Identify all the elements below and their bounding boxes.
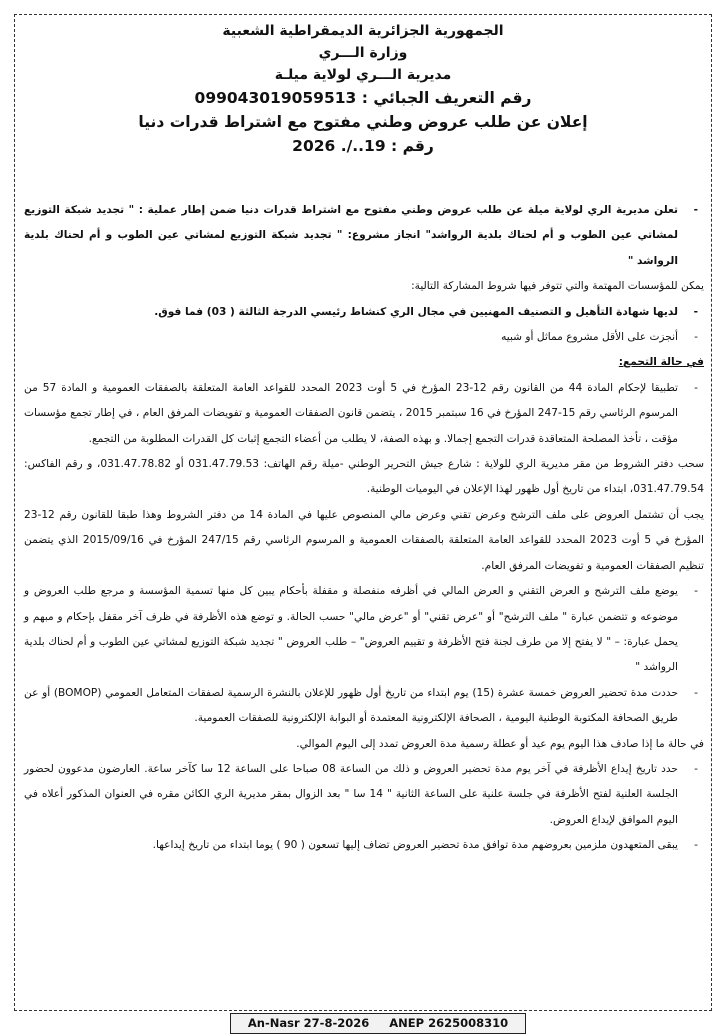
- condition-2: - أنجزت على الأقل مشروع مماثل أو شبيه: [501, 331, 698, 344]
- announcement-title: إعلان عن طلب عروض وطني مفتوح مع اشتراط قدرات دنيا: [138, 113, 588, 131]
- ministry-title: وزارة الـــري: [318, 45, 408, 61]
- document-body: [24, 198, 704, 859]
- offers-paragraph: يجب أن تشتمل العروض على ملف الترشح وعرض تقني وعرض مالي المنصوص عليها في المادة 14 من دفتر الشروط وهذا طبقا للقانون رقم 12-23 المؤرخ في 5 أوت 2023 المحدد للقواعد العامة المتعلقة بالصفقات العمومية و المرسوم الرئاسي رقم 247/15 المؤرخ في 2015/09/16 الذي يتضمن تنظيم الصفقات العمومية و تفويضات المرفق العام.: [24, 508, 704, 572]
- condition-1: - لديها شهادة التأهيل و التصنيف المهنيين في مجال الري كنشاط رئيسي الدرجة الثالثة ( 03) فما فوق.: [154, 305, 698, 318]
- withdraw-paragraph: سحب دفتر الشروط من مقر مديرية الري للولاية : شارع جيش التحرير الوطني -ميلة رقم الهاتف: 031.47.79.53 أو 031.47.78.82، و رقم الفاكس: 031.47.79.54، ابتداء من تاريخ أول ظهور لهذا الإعلان في اليوميات الوطنية.: [24, 458, 704, 496]
- deposit-paragraph: - حدد تاريخ إيداع الأظرفة في آخر يوم مدة تحضير العروض و ذلك من الساعة 08 صباحا على الساعة 12 سا كآخر ساعة. العارضون مدعوون لحضور الجلسة العلنية لفتح الأظرفة في جلسة علنية على الساعة الثانية " 14 سا " بعد الزوال بمقر مديرية الري الكائن مقره في العنوان المذكور أعلاه في اليوم الموافق لإيداع العروض.: [24, 762, 698, 826]
- publication-footer: [230, 1013, 526, 1034]
- document-header: [0, 20, 726, 158]
- newspaper-reference: An-Nasr 27-8-2026: [247, 1016, 370, 1030]
- republic-title: الجمهورية الجزائرية الديمقراطية الشعبية: [222, 23, 504, 39]
- holiday-paragraph: في حالة ما إذا صادف هذا اليوم يوم عيد أو عطلة رسمية مدة العروض تمدد إلى اليوم الموالي.: [296, 737, 704, 750]
- validity-paragraph: - يبقى المتعهدون ملزمين بعروضهم مدة توافق مدة تحضير العروض تضاف إليها تسعون ( 90 ) يوما ابتداء من تاريخ إيداعها.: [152, 839, 698, 852]
- tax-id: رقم التعريف الجبائي : 099043019059513: [194, 89, 532, 107]
- grouping-heading: في حالة التجمع:: [618, 356, 704, 369]
- intro-paragraph: - تعلن مديرية الري لولاية ميلة عن طلب عروض وطني مفتوح مع اشتراط قدرات دنيا ضمن إطار عملية : " تجديد شبكة التوزيع لمشاتي عين الطوب و أم لحناك بلدية الرواشد" انجاز مشروع: " تجديد شبكة التوزيع لمشاتي عين الطوب و أم لحناك بلدية الرواشد ": [24, 204, 698, 267]
- duration-paragraph: - حددت مدة تحضير العروض خمسة عشرة (15) يوم ابتداء من تاريخ أول ظهور للإعلان بالنشرة الرسمية لصفقات المتعامل العمومي (BOMOP) أو عن طريق الصحافة المكتوبة الوطنية اليومية ، الصحافة الإلكترونية المعتمدة أو البوابة الإلكترونية للصفقات العمومية.: [24, 686, 698, 725]
- directorate-title: مديرية الـــري لولاية ميلـة: [274, 67, 452, 83]
- grouping-paragraph: - تطبيقا لإحكام المادة 44 من القانون رقم 12-23 المؤرخ في 5 أوت 2023 المحدد للقواعد العامة المتعلقة بالصفقات العمومية و المادة 57 من المرسوم الرئاسي رقم 15-247 المؤرخ في 16 سبتمبر 2015 ، يتضمن قانون الصفقات العمومية و تفويضات المرفق العام ، في إطار تجمع مؤسسات مؤقت ، تأخذ المصلحة المتعاقدة قدرات التجمع إجمالا. و بهذه الصفة، لا يطلب من أعضاء التجمع إثبات كل القدرات المطلوبة من التجمع.: [24, 381, 698, 445]
- announcement-number: رقم : 19../. 2026: [292, 137, 434, 155]
- anep-reference: ANEP 2625008310: [389, 1016, 509, 1030]
- eligibility-intro: يمكن للمؤسسات المهتمة والتي تتوفر فيها شروط المشاركة التالية:: [411, 280, 704, 293]
- placement-paragraph: - يوضع ملف الترشح و العرض التقني و العرض المالي في أظرفه منفصلة و مقفلة بأحكام يبين كل منها تسمية المؤسسة و مرجع طلب العروض و موضوعه و تتضمن عبارة " ملف الترشح" أو "عرض تقني" أو "عرض مالي" حسب الحالة. و توضع هذه الأظرفة في ظرف آخر مقفل بإحكام و مبهم و يحمل عبارة: – " لا يفتح إلا من طرف لجنة فتح الأظرفة و تقييم العروض" – طلب العروض " تجديد شبكة التوزيع لمشاتي عين الطوب و أم لحناك بلدية الرواشد ": [24, 585, 698, 674]
